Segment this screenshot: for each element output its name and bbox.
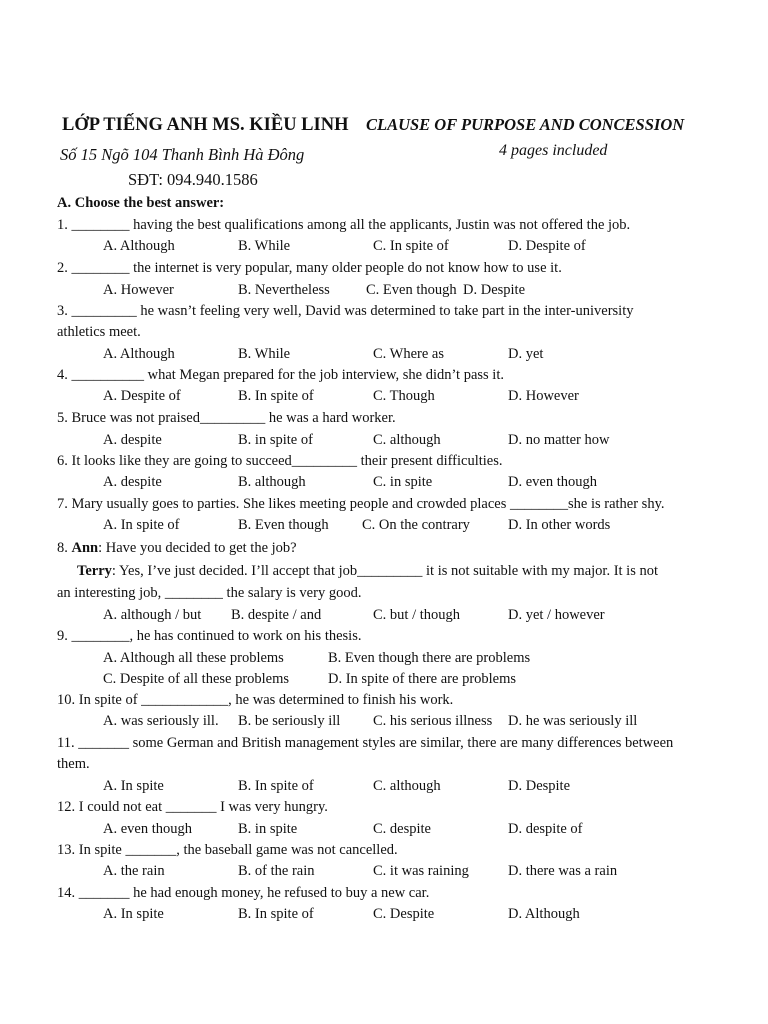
option-12d[interactable]: D. despite of — [508, 821, 583, 837]
option-13b[interactable]: B. of the rain — [238, 863, 315, 879]
option-2c[interactable]: C. Even though — [366, 282, 457, 298]
option-9b[interactable]: B. Even though there are problems — [328, 650, 531, 666]
school-name: LỚP TIẾNG ANH MS. KIỀU LINH — [62, 115, 349, 135]
option-9d[interactable]: D. In spite of there are problems — [328, 671, 517, 687]
option-2b[interactable]: B. Nevertheless — [238, 282, 330, 298]
question-3-cont: athletics meet. — [57, 324, 141, 340]
option-7c[interactable]: C. On the contrary — [362, 517, 470, 533]
question-14: 14. _______ he had enough money, he refused to buy a new car. — [57, 885, 430, 901]
question-11: 11. _______ some German and British management styles are similar, there are many differences between — [57, 735, 674, 751]
question-7: 7. Mary usually goes to parties. She likes meeting people and crowded places ________she is rather shy. — [57, 496, 665, 512]
worksheet-topic: CLAUSE OF PURPOSE AND CONCESSION — [366, 115, 685, 134]
option-10c[interactable]: C. his serious illness — [373, 713, 493, 729]
option-9c[interactable]: C. Despite of all these problems — [103, 671, 290, 687]
option-5d[interactable]: D. no matter how — [508, 432, 610, 448]
option-6b[interactable]: B. although — [238, 474, 306, 490]
question-4: 4. __________ what Megan prepared for the job interview, she didn’t pass it. — [57, 367, 504, 383]
option-8a[interactable]: A. although / but — [103, 607, 202, 623]
question-8-line1: : Have you decided to get the job? — [98, 540, 297, 556]
option-4a[interactable]: A. Despite of — [103, 388, 181, 404]
question-13: 13. In spite _______, the baseball game was not cancelled. — [57, 842, 398, 858]
option-11a[interactable]: A. In spite — [103, 778, 164, 794]
option-7b[interactable]: B. Even though — [238, 517, 329, 533]
question-1: 1. ________ having the best qualifications among all the applicants, Justin was not offered the job. — [57, 217, 631, 233]
option-8c[interactable]: C. but / though — [373, 607, 461, 623]
question-9: 9. ________, he has continued to work on his thesis. — [57, 628, 362, 644]
question-8-line2: : Yes, I’ve just decided. I’ll accept that job_________ it is not suitable with my major. It is not — [111, 563, 658, 579]
option-4c[interactable]: C. Though — [373, 388, 435, 404]
option-12b[interactable]: B. in spite — [238, 821, 298, 837]
option-8d[interactable]: D. yet / however — [508, 607, 605, 623]
option-11c[interactable]: C. although — [373, 778, 441, 794]
question-6: 6. It looks like they are going to succeed_________ their present difficulties. — [57, 453, 503, 469]
question-8-line3: an interesting job, ________ the salary is very good. — [57, 585, 362, 601]
option-10a[interactable]: A. was seriously ill. — [103, 713, 219, 729]
option-7a[interactable]: A. In spite of — [103, 517, 180, 533]
option-5c[interactable]: C. although — [373, 432, 441, 448]
option-13c[interactable]: C. it was raining — [373, 863, 469, 879]
question-5: 5. Bruce was not praised_________ he was a hard worker. — [57, 410, 396, 426]
option-5b[interactable]: B. in spite of — [238, 432, 313, 448]
option-2d[interactable]: D. Despite — [463, 282, 526, 298]
question-8-number: 8. — [57, 540, 72, 556]
option-3b[interactable]: B. While — [238, 346, 291, 362]
option-3d[interactable]: D. yet — [508, 346, 544, 362]
option-6c[interactable]: C. in spite — [373, 474, 433, 490]
option-4b[interactable]: B. In spite of — [238, 388, 314, 404]
option-14c[interactable]: C. Despite — [373, 906, 435, 922]
option-14b[interactable]: B. In spite of — [238, 906, 314, 922]
question-11-cont: them. — [57, 756, 90, 772]
option-12c[interactable]: C. despite — [373, 821, 431, 837]
option-14a[interactable]: A. In spite — [103, 906, 164, 922]
question-8 — [57, 540, 297, 557]
option-2a[interactable]: A. However — [103, 282, 174, 298]
option-6a[interactable]: A. despite — [103, 474, 162, 490]
option-3a[interactable]: A. Although — [103, 346, 175, 362]
question-3: 3. _________ he wasn’t feeling very well, David was determined to take part in the inter-university — [57, 303, 634, 319]
option-1b[interactable]: B. While — [238, 238, 291, 254]
option-3c[interactable]: C. Where as — [373, 346, 444, 362]
option-9a[interactable]: A. Although all these problems — [103, 650, 284, 666]
option-7d[interactable]: D. In other words — [508, 517, 611, 533]
option-8b[interactable]: B. despite / and — [231, 607, 322, 623]
option-14d[interactable]: D. Although — [508, 906, 580, 922]
phone-number: SĐT: 094.940.1586 — [128, 170, 258, 189]
option-1a[interactable]: A. Although — [103, 238, 175, 254]
option-11d[interactable]: D. Despite — [508, 778, 571, 794]
option-6d[interactable]: D. even though — [508, 474, 597, 490]
option-13a[interactable]: A. the rain — [103, 863, 165, 879]
option-13d[interactable]: D. there was a rain — [508, 863, 618, 879]
option-1d[interactable]: D. Despite of — [508, 238, 586, 254]
option-4d[interactable]: D. However — [508, 388, 579, 404]
speaker-terry: Terry — [77, 563, 112, 579]
speaker-ann: Ann — [71, 540, 99, 556]
question-8-dialogue — [77, 563, 658, 580]
question-2: 2. ________ the internet is very popular, many older people do not know how to use it. — [57, 260, 562, 276]
page-count: 4 pages included — [499, 142, 608, 159]
option-10b[interactable]: B. be seriously ill — [238, 713, 341, 729]
question-12: 12. I could not eat _______ I was very hungry. — [57, 799, 328, 815]
option-5a[interactable]: A. despite — [103, 432, 162, 448]
option-1c[interactable]: C. In spite of — [373, 238, 449, 254]
school-address: Số 15 Ngõ 104 Thanh Bình Hà Đông — [60, 145, 305, 164]
option-12a[interactable]: A. even though — [103, 821, 192, 837]
question-10: 10. In spite of ____________, he was determined to finish his work. — [57, 692, 454, 708]
option-10d[interactable]: D. he was seriously ill — [508, 713, 638, 729]
section-title: A. Choose the best answer: — [57, 195, 225, 211]
option-11b[interactable]: B. In spite of — [238, 778, 314, 794]
